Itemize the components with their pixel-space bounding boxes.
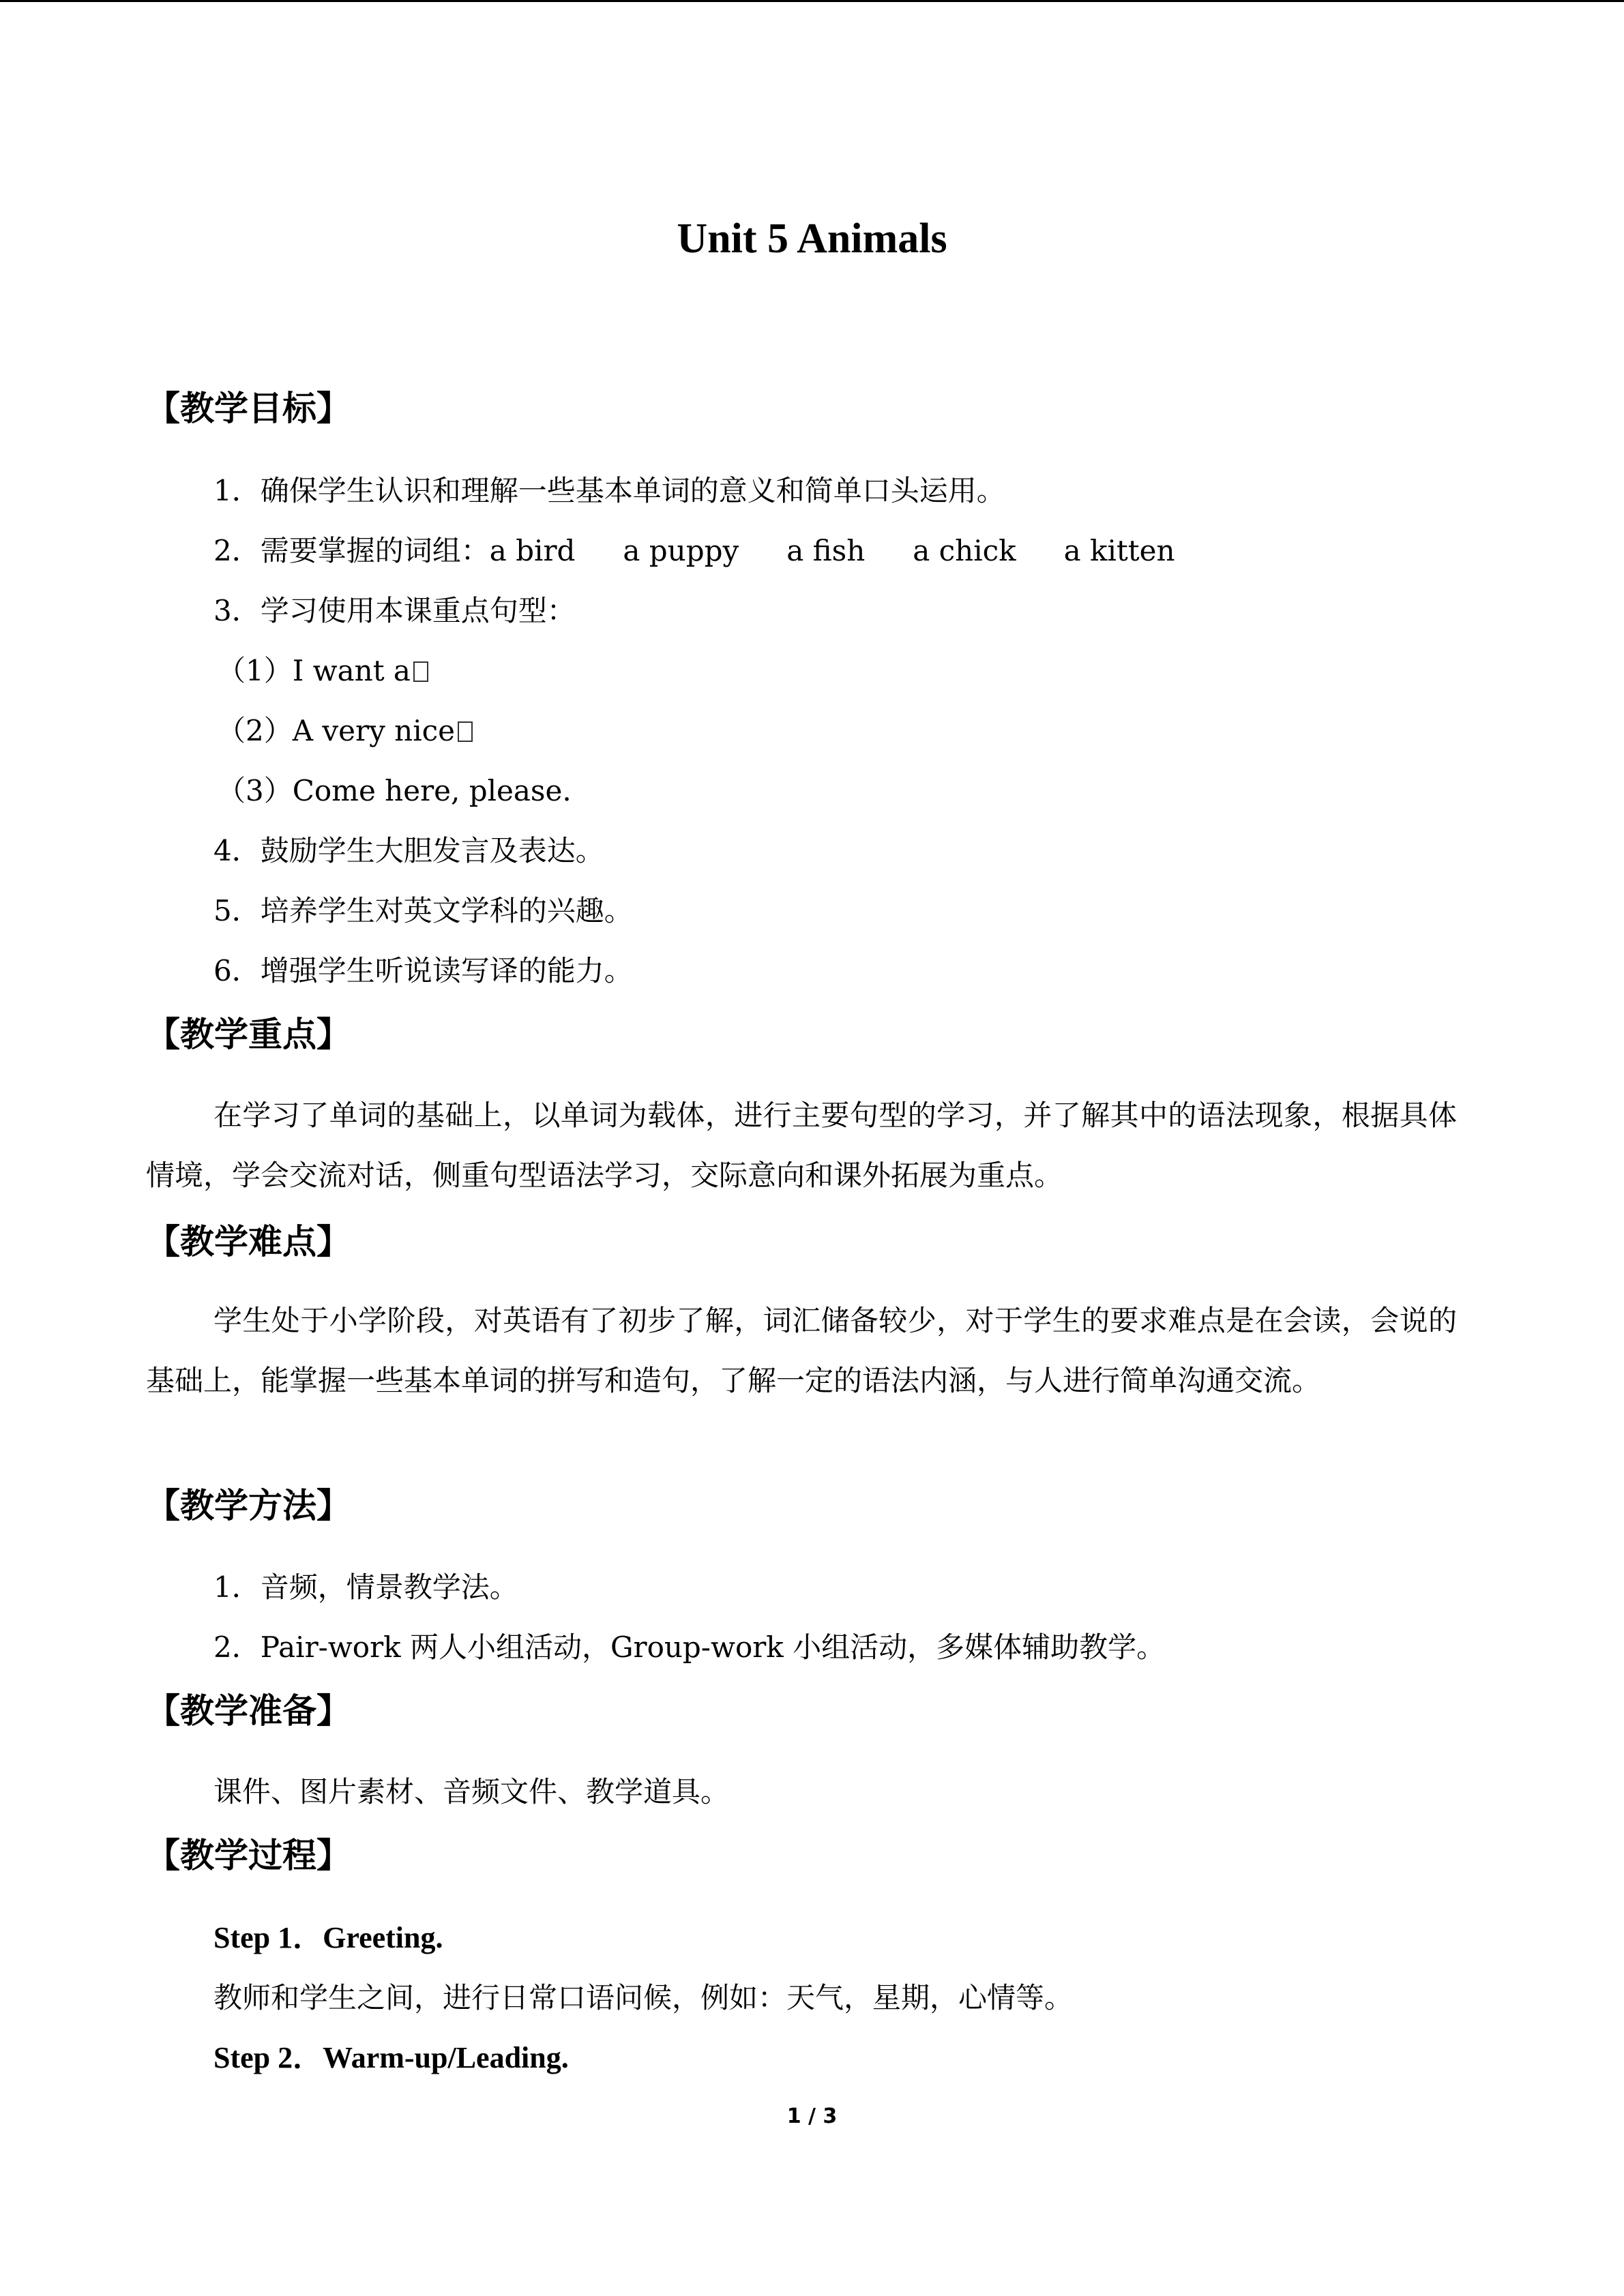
- section-heading-methods: 【教学方法】: [146, 1486, 351, 1525]
- preparation-text: 课件、图片素材、音频文件、教学道具。: [213, 1775, 730, 1808]
- objective-item-3: 3．学习使用本课重点句型：: [213, 594, 576, 627]
- section-heading-process: 【教学过程】: [146, 1836, 351, 1875]
- section-heading-objectives: 【教学目标】: [146, 389, 351, 428]
- method-item-1: 1．音频，情景教学法。: [213, 1570, 518, 1604]
- section-heading-preparation: 【教学准备】: [146, 1691, 351, 1731]
- phrase-3: a fish: [786, 534, 866, 567]
- pattern-2: [217, 711, 473, 751]
- page-number: 1 / 3: [786, 2104, 838, 2128]
- method-item-2: 2．Pair-work 两人小组活动，Group-work 小组活动，多媒体辅助教学。: [213, 1630, 1166, 1664]
- pattern-3: （3）Come here, please.: [217, 774, 572, 807]
- step-2-title: Step 2．Warm-up/Leading.: [213, 2041, 569, 2074]
- page-title: Unit 5 Animals: [677, 215, 947, 262]
- phrase-5: a kitten: [1063, 534, 1175, 567]
- key-points-text: 在学习了单词的基础上，以单词为载体，进行主要句型的学习，并了解其中的语法现象，根据具体情境，学会交流对话，侧重句型语法学习，交际意向和课外拓展为重点。: [146, 1099, 1457, 1192]
- step-1-text: 教师和学生之间，进行日常口语问候，例如：天气，星期，心情等。: [213, 1981, 1074, 2014]
- phrase-2: a puppy: [623, 534, 739, 567]
- blank-box-icon: [413, 661, 428, 682]
- phrase-1: a bird: [489, 534, 576, 567]
- objective-item-4: 4．鼓励学生大胆发言及表达。: [213, 834, 604, 867]
- objective-item-2: [213, 531, 1175, 571]
- objective-item-1: 1．确保学生认识和理解一些基本单词的意义和简单口头运用。: [213, 474, 1005, 507]
- section-heading-difficulties: 【教学难点】: [146, 1222, 351, 1262]
- top-border: [0, 0, 1624, 2]
- objective-item-6: 6．增强学生听说读写译的能力。: [213, 954, 633, 987]
- pattern-1-text: （1）I want a: [217, 654, 411, 687]
- section-heading-key-points: 【教学重点】: [146, 1015, 351, 1054]
- pattern-1: [217, 651, 428, 691]
- step-1-title: Step 1．Greeting.: [213, 1921, 443, 1954]
- objective-item-2-label: 2．需要掌握的词组：: [213, 534, 490, 567]
- pattern-2-text: （2）A very nice: [217, 714, 456, 747]
- phrase-4: a chick: [913, 534, 1016, 567]
- difficulties-text: 学生处于小学阶段，对英语有了初步了解，词汇储备较少，对于学生的要求难点是在会读，会说的基础上，能掌握一些基本单词的拼写和造句，了解一定的语法内涵，与人进行简单沟通交流。: [146, 1304, 1457, 1397]
- blank-box-icon: [458, 721, 473, 742]
- objective-item-5: 5．培养学生对英文学科的兴趣。: [213, 894, 633, 927]
